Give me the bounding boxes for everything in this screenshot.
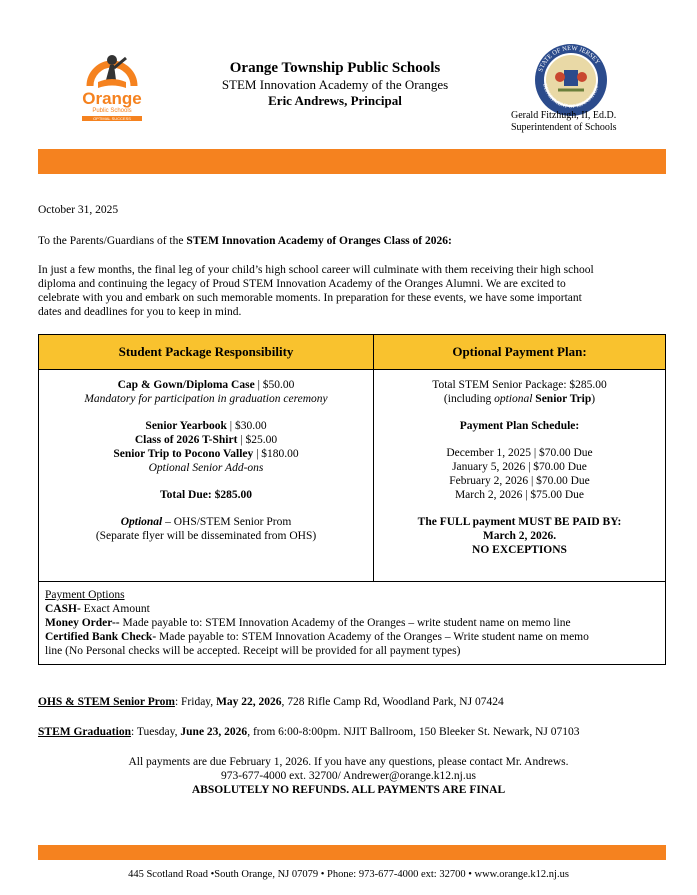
closing-block: [0, 755, 697, 797]
schedule-item: March 2, 2026 | $75.00 Due: [454, 489, 585, 501]
money-order-option: [45, 616, 659, 630]
payment-plan-column-header: Optional Payment Plan:: [374, 335, 666, 370]
package-total-line: Total STEM Senior Package: $285.00: [432, 379, 607, 391]
yearbook-label: Senior Yearbook: [145, 420, 227, 432]
salutation: [38, 234, 452, 248]
yearbook-line: [40, 419, 372, 433]
intro-line: diploma and continuing the legacy of Proud STEM Innovation Academy of the Oranges Alumni. We are excited to: [38, 278, 566, 290]
payment-plan-cell: [374, 370, 666, 582]
letterhead: [200, 60, 470, 109]
payment-options-title: Payment Options: [45, 589, 125, 601]
money-order-text: Made payable to: STEM Innovation Academy of the Oranges – write student name on memo line: [119, 617, 571, 629]
addons-note: Optional Senior Add-ons: [148, 462, 264, 474]
seal-bottom-text: DEPARTMENT OF EDUCATION: [541, 83, 601, 111]
prom-date: May 22, 2026: [216, 696, 282, 708]
logo-wordmark: Orange: [82, 89, 142, 108]
payment-due-note: All payments are due February 1, 2026. If you have any questions, please contact Mr. Andrews.: [128, 756, 569, 768]
schedule-item: February 2, 2026 | $70.00 Due: [449, 475, 590, 487]
bank-check-label: Certified Bank Check-: [45, 631, 157, 643]
schedule-item: December 1, 2025 | $70.00 Due: [446, 447, 593, 459]
schedule-item: January 5, 2026 | $70.00 Due: [452, 461, 587, 473]
trip-label: Senior Trip to Pocono Valley: [113, 448, 254, 460]
contact-info: 973-677-4000 ext. 32700/ Andrewer@orange.k12.nj.us: [221, 770, 476, 782]
prom-event-line: [38, 695, 504, 709]
cap-gown-line: [40, 378, 372, 392]
trip-line: [40, 447, 372, 461]
intro-line: In just a few months, the final leg of your child’s high school career will culminate with them receiving their high school: [38, 264, 594, 276]
no-refunds-notice: ABSOLUTELY NO REFUNDS. ALL PAYMENTS ARE FINAL: [191, 784, 506, 796]
bank-check-text: Made payable to: STEM Innovation Academy of the Oranges – Write student name on memo: [156, 631, 589, 643]
salutation-prefix: To the Parents/Guardians of the: [38, 235, 187, 247]
intro-line: dates and deadlines for you to keep in mind.: [38, 306, 242, 318]
seal-text-overlay: [533, 42, 609, 118]
graduation-day: : Tuesday,: [130, 726, 181, 738]
yearbook-price: | $30.00: [226, 420, 267, 432]
superintendent-title: Superintendent of Schools: [511, 122, 617, 133]
optional-prom-text: – OHS/STEM Senior Prom: [162, 516, 292, 528]
logo-tagline: OPTIMAL SUCCESS: [82, 116, 142, 121]
total-due: Total Due: $285.00: [160, 489, 252, 501]
graduation-date: June 23, 2026: [180, 726, 248, 738]
seal-top-text: STATE OF NEW JERSEY: [537, 44, 602, 73]
tshirt-label: Class of 2026 T-Shirt: [134, 434, 238, 446]
prom-label: OHS & STEM Senior Prom: [38, 696, 175, 708]
no-exceptions: NO EXCEPTIONS: [472, 544, 567, 556]
trip-price: | $180.00: [253, 448, 299, 460]
cash-text: Exact Amount: [80, 603, 150, 615]
cash-label: CASH-: [45, 603, 81, 615]
prom-location: , 728 Rifle Camp Rd, Woodland Park, NJ 07424: [281, 696, 504, 708]
prom-day: : Friday,: [174, 696, 217, 708]
footer-address: 445 Scotland Road •South Orange, NJ 07079 • Phone: 973-677-4000 ext: 32700 • www.orange.k12.nj.us: [128, 869, 569, 880]
tshirt-price: | $25.00: [237, 434, 278, 446]
cap-gown-label: Cap & Gown/Diploma Case: [117, 379, 255, 391]
graduation-label: STEM Graduation: [38, 726, 131, 738]
bottom-divider-bar: [38, 845, 666, 860]
including-trip: Senior Trip: [532, 393, 592, 405]
district-logo: [76, 46, 148, 124]
graduation-event-line: [38, 725, 579, 739]
tshirt-line: [40, 433, 372, 447]
flyer-note: (Separate flyer will be disseminated from OHS): [95, 530, 317, 542]
bank-check-option: [45, 630, 659, 644]
salutation-class: STEM Innovation Academy of Oranges Class of 2026:: [186, 235, 452, 247]
intro-line: celebrate with you and embark on such memorable moments. In preparation for these events, we have some important: [38, 292, 582, 304]
intro-paragraph: [38, 263, 666, 319]
including-line: [375, 392, 664, 406]
payment-options-cell: [39, 582, 666, 665]
schedule-title: Payment Plan Schedule:: [459, 420, 580, 432]
cap-gown-price: | $50.00: [254, 379, 295, 391]
full-payment-date: March 2, 2026.: [482, 530, 557, 542]
graduation-details: , from 6:00-8:00pm. NJIT Ballroom, 150 Bleeker St. Newark, NJ 07103: [247, 726, 580, 738]
money-order-label: Money Order--: [45, 617, 120, 629]
academy-name: STEM Innovation Academy of the Oranges: [221, 77, 449, 92]
package-table: [38, 334, 666, 665]
cash-option: [45, 602, 659, 616]
school-name: Orange Township Public Schools: [229, 60, 441, 76]
package-details-cell: [39, 370, 374, 582]
package-column-header: Student Package Responsibility: [39, 335, 374, 370]
optional-label: Optional: [120, 516, 163, 528]
superintendent-name: Gerald Fitzhugh, II, Ed.D.: [511, 110, 617, 121]
bank-check-note: line (No Personal checks will be accepted. Receipt will be provided for all payment types): [45, 645, 461, 657]
optional-prom-line: [40, 515, 372, 529]
cap-gown-note: Mandatory for participation in graduation ceremony: [84, 393, 328, 405]
top-divider-bar: [38, 149, 666, 174]
logo-subtitle: Public Schools: [92, 108, 132, 114]
including-optional: optional: [494, 393, 533, 405]
including-suffix: ): [591, 393, 596, 405]
including-prefix: (including: [443, 393, 495, 405]
letter-date: October 31, 2025: [38, 204, 119, 216]
principal-name: Eric Andrews, Principal: [268, 93, 402, 108]
full-payment-deadline: The FULL payment MUST BE PAID BY:: [417, 516, 622, 528]
